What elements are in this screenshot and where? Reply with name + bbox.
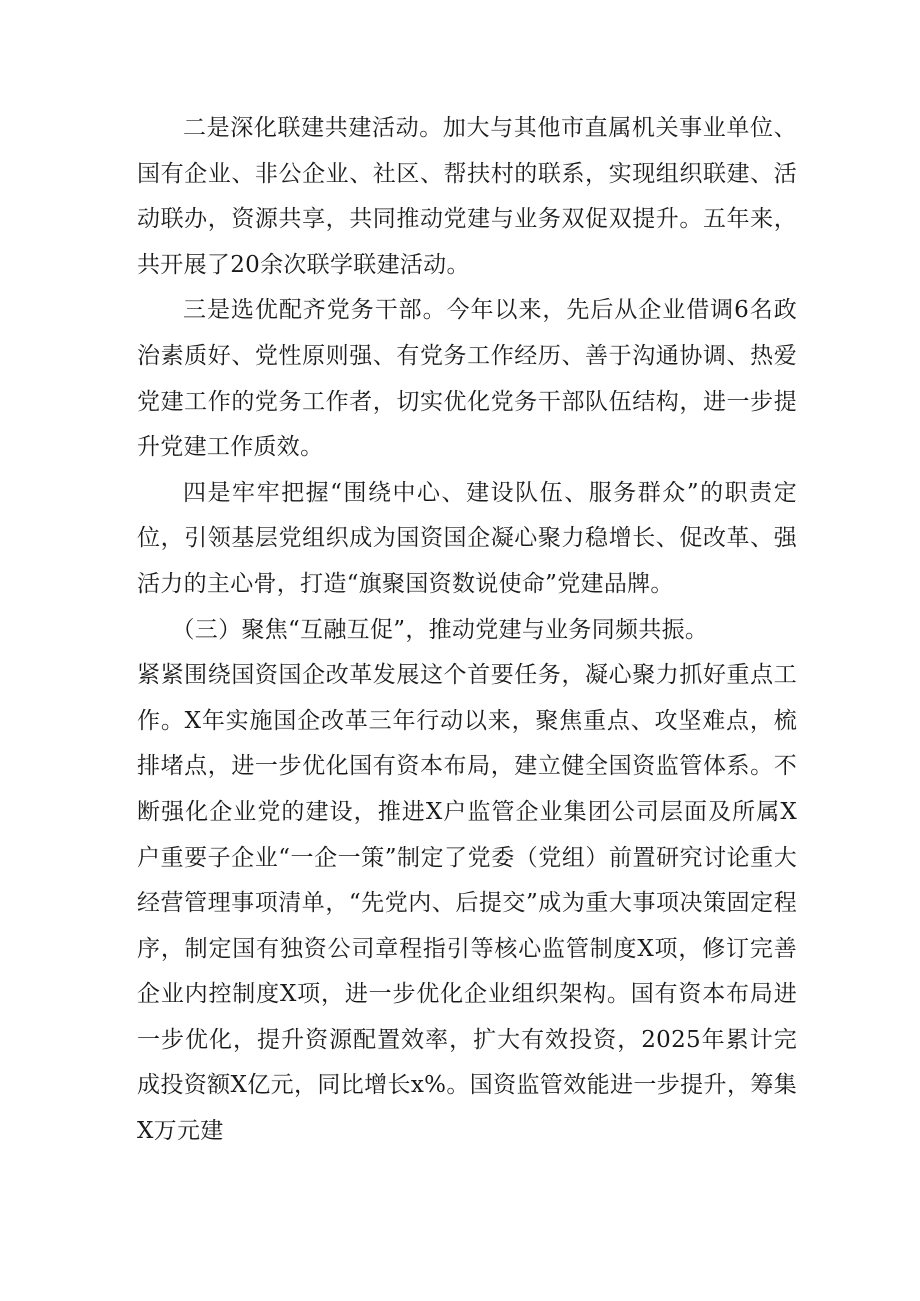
document-body	[137, 106, 797, 1155]
paragraph-reform-development: 紧紧围绕国资国企改革发展这个首要任务，凝心聚力抓好重点工作。X年实施国企改革三年行动以来，聚焦重点、攻坚难点，梳排堵点，进一步优化国有资本布局，建立健全国资监管体系。不断强化企业党的建设，推进X户监管企业集团公司层面及所属X户重要子企业“一企一策”制定了党委（党组）前置研究讨论重大经营管理事项清单，“先党内、后提交”成为重大事项决策固定程序，制定国有独资公司章程指引等核心监管制度X项，修订完善企业内控制度X项，进一步优化企业组织架构。国有资本布局进一步优化，提升资源配置效率，扩大有效投资，2025年累计完成投资额X亿元，同比增长x%。国资监管效能进一步提升，筹集X万元建	[137, 662, 797, 1145]
section-heading-integration: （三）聚焦“互融互促”，推动党建与业务同频共振。	[171, 616, 709, 643]
paragraph-joint-building: 二是深化联建共建活动。加大与其他市直属机关事业单位、国有企业、非公企业、社区、帮扶村的联系，实现组织联建、活动联办，资源共享，共同推动党建与业务双促双提升。五年来，共开展了20余次联学联建活动。	[137, 115, 797, 278]
paragraph-duty-positioning: 四是牢牢把握“围绕中心、建设队伍、服务群众”的职责定位，引领基层党组织成为国资国企凝心聚力稳增长、促改革、强活力的主心骨，打造“旗聚国资数说使命”党建品牌。	[137, 479, 797, 597]
paragraph-party-cadres: 三是选优配齐党务干部。今年以来，先后从企业借调6名政治素质好、党性原则强、有党务工作经历、善于沟通协调、热爱党建工作的党务工作者，切实优化党务干部队伍结构，进一步提升党建工作质效。	[137, 297, 797, 461]
